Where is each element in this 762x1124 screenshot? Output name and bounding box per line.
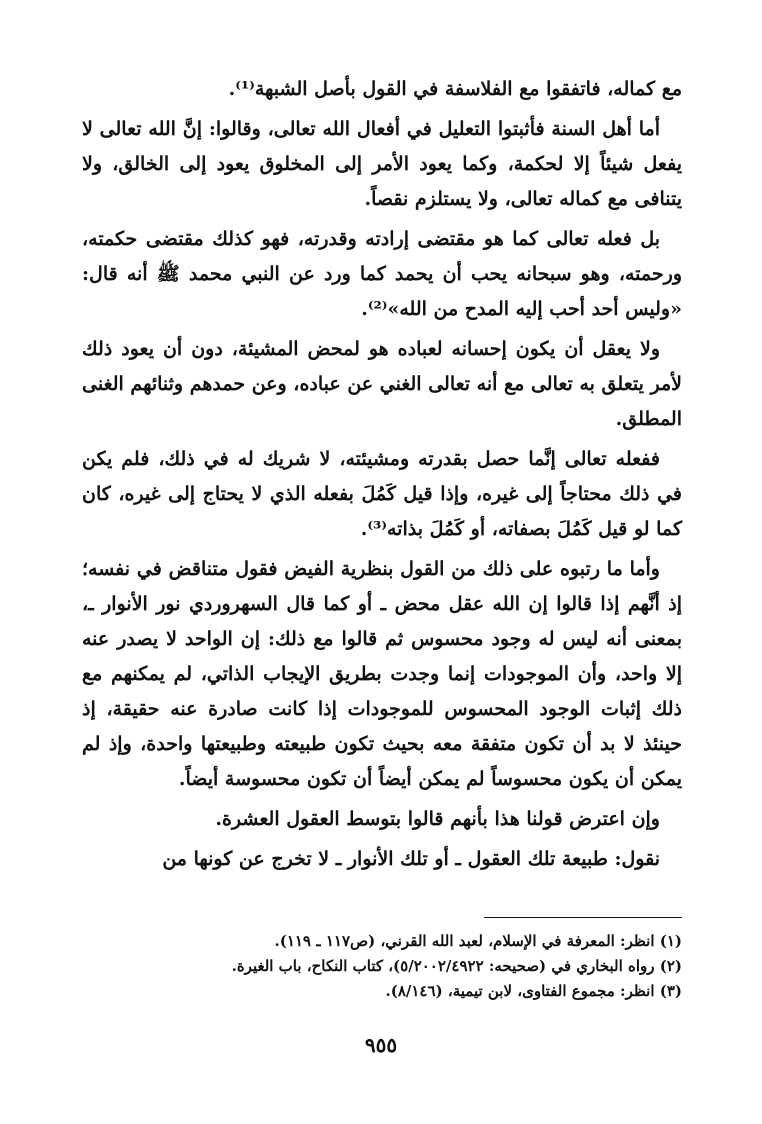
paragraph-2: أما أهل السنة فأثبتوا التعليل في أفعال الله تعالى، وقالوا: إنَّ الله تعالى لا يفعل شيئاً إلا لحكمة، وكما يعود الأمر إلى المخلوق يعود إلى الخالق، ولا يتنافى مع كماله تعالى، ولا يستلزم نقصاً. [82,118,682,210]
paragraph-3: بل فعله تعالى كما هو مقتضى إرادته وقدرته، فهو كذلك مقتضى حكمته، ورحمته، وهو سبحانه يحب أن يحمد كما ورد عن النبي محمد ﷺ أنه قال: «وليس أحد أحب إليه المدح من الله»⁽²⁾. [82,228,682,320]
footnotes [82,929,682,1004]
paragraph-8: نقول: طبيعة تلك العقول ـ أو تلك الأنوار ـ لا تخرج عن كونها من [162,848,660,870]
paragraph-4: ولا يعقل أن يكون إحسانه لعباده هو لمحض المشيئة، دون أن يعود ذلك لأمر يتعلق به تعالى مع أنه تعالى الغني عن عباده، وعن حمدهم وثنائهم الغنى المطلق. [82,338,682,430]
paragraph-6: وأما ما رتبوه على ذلك من القول بنظرية الفيض فقول متناقض في نفسه؛ إذ أنَّهم إذا قالوا إن الله عقل محض ـ أو كما قال السهروردي نور الأنوار ـ، بمعنى أنه ليس له وجود محسوس ثم قالوا مع ذلك: إن الواحد لا يصدر عنه إلا واحد، وأن الموجودات إنما وجدت بطريق الإيجاب الذاتي، لم يمكنهم مع ذلك إثبات الوجود المحسوس للموجودات إذا كانت صادرة عنه حقيقة، إذ حينئذ لا بد أن تكون متفقة معه بحيث تكون طبيعته وطبيعتها واحدة، وإذ لم يمكن أن يكون محسوساً لم يمكن أيضاً أن تكون محسوسة أيضاً. [82,558,682,790]
footnote-separator [484,917,682,918]
footnote-1: (١) انظر: المعرفة في الإسلام، لعبد الله القرني، (ص١١٧ ـ ١١٩). [274,932,682,950]
page-number: ٩٥٥ [364,1033,398,1057]
paragraph-5: ففعله تعالى إنَّما حصل بقدرته ومشيئته، لا شريك له في ذلك، فلم يكن في ذلك محتاجاً إلى غيره، وإذا قيل كَمُلَ بفعله الذي لا يحتاج إلى غيره، كان كما لو قيل كَمُلَ بصفاته، أو كَمُلَ بذاته⁽³⁾. [82,448,682,540]
footnote-3: (٣) انظر: مجموع الفتاوى، لابن تيمية، (٨/١٤٦). [385,982,682,1000]
footnote-2: (٢) رواه البخاري في (صحيحه: ٥/٢٠٠٢/٤٩٢٢)، كتاب النكاح، باب الغيرة. [231,957,682,975]
main-text [82,72,682,877]
paragraph-1: مع كماله، فاتفقوا مع الفلاسفة في القول بأصل الشبهة⁽¹⁾. [228,78,682,100]
paragraph-7: وإن اعترض قولنا هذا بأنهم قالوا بتوسط العقول العشرة. [215,808,660,830]
